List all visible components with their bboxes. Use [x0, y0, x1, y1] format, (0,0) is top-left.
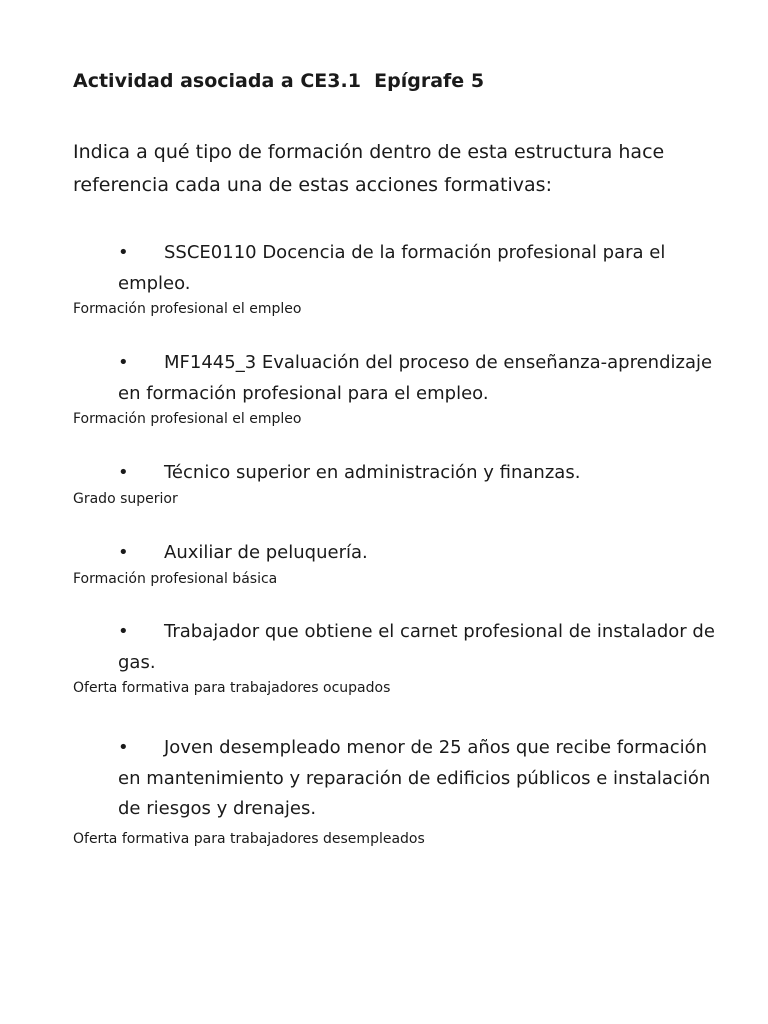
bullet-icon: •	[118, 352, 129, 373]
item-answer: Formación profesional el empleo	[73, 301, 302, 317]
instructions-paragraph: Indica a qué tipo de formación dentro de esta estructura hace referencia cada una de estas acciones formativas:	[73, 141, 665, 196]
bullet-icon: •	[118, 621, 129, 642]
item-text: Auxiliar de peluquería.	[164, 542, 368, 563]
item-text: MF1445_3 Evaluación del proceso de enseñanza-aprendizaje en formación profesional para el empleo.	[118, 352, 713, 404]
item-text: Joven desempleado menor de 25 años que recibe formación en mantenimiento y reparación de edificios públicos e instalación de riesgos y drenajes.	[118, 737, 711, 819]
item-answer: Oferta formativa para trabajadores ocupados	[73, 680, 391, 696]
item-text: Técnico superior en administración y finanzas.	[164, 462, 581, 483]
item-answer: Formación profesional el empleo	[73, 411, 302, 427]
item-text: SSCE0110 Docencia de la formación profesional para el empleo.	[118, 242, 666, 294]
bullet-icon: •	[118, 462, 129, 483]
list-item	[0, 238, 768, 318]
item-question	[118, 348, 718, 409]
list-item	[0, 538, 768, 588]
item-question	[118, 617, 718, 678]
item-text: Trabajador que obtiene el carnet profesional de instalador de gas.	[118, 621, 715, 673]
item-question	[118, 238, 718, 299]
list-item	[0, 458, 768, 508]
item-answer: Grado superior	[73, 490, 178, 507]
bullet-icon: •	[118, 737, 129, 758]
page-title: Actividad asociada a CE3.1 Epígrafe 5	[73, 70, 485, 92]
list-item	[0, 617, 768, 697]
bullet-icon: •	[118, 242, 129, 263]
list-item	[0, 733, 768, 848]
list-item	[0, 348, 768, 428]
item-question	[118, 733, 718, 825]
item-question	[118, 458, 718, 489]
bullet-icon: •	[118, 542, 129, 563]
item-answer: Formación profesional básica	[73, 570, 278, 587]
item-question	[118, 538, 718, 569]
item-answer: Oferta formativa para trabajadores desempleados	[73, 830, 425, 847]
